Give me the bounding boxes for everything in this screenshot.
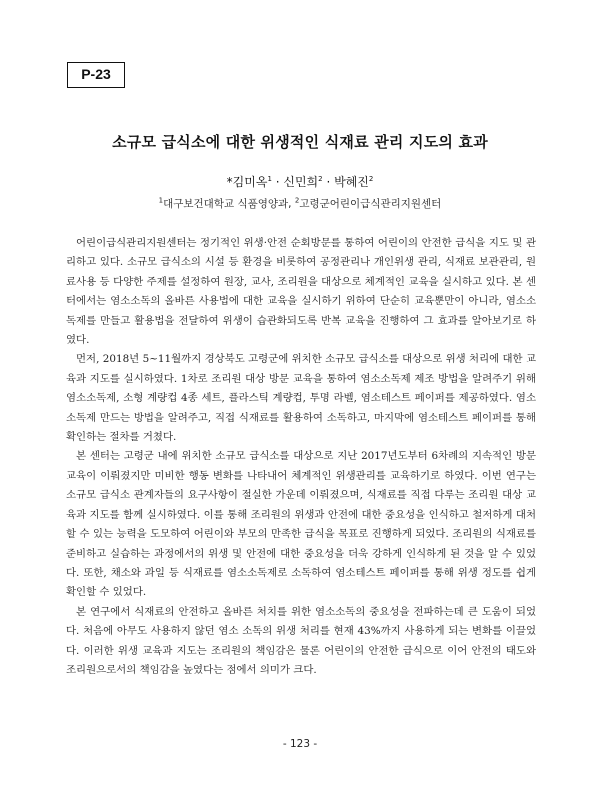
author-0-prefix: * — [226, 175, 233, 189]
author-1-name: 신민희 — [283, 175, 319, 189]
affiliation-separator: , — [288, 198, 295, 210]
affiliation-list — [0, 196, 600, 211]
author-separator: · — [271, 175, 284, 189]
author-2-affil: 2 — [368, 175, 374, 183]
page-number: - 123 - — [282, 738, 318, 750]
affiliation-0-name: 대구보건대학교 식품영양과 — [163, 198, 289, 210]
affiliation-1-name: 고령군어린이급식관리지원센터 — [299, 198, 442, 210]
author-1-affil: 2 — [318, 175, 323, 183]
paper-title: 소규모 급식소에 대한 위생적인 식재료 관리 지도의 효과 — [112, 133, 488, 151]
author-0-affil: 1 — [267, 175, 272, 183]
author-0-name: 김미옥 — [232, 175, 268, 189]
affiliation-0-num: 1 — [158, 196, 164, 205]
author-list — [0, 173, 600, 190]
paragraph-1: 어린이급식관리지원센터는 정기적인 위생·안전 순회방문를 통하여 어린이의 안전한 급식을 지도 및 관리하고 있다. 소규모 급식소의 시설 등 환경을 비롯하여 공정관리나 개인위생 관리, 식재료 보관관리, 원료사용 등 다양한 주제를 설정하여 원장, 교사, 조리원을 대상으로 체계적인 교육을 실시하고 있다. 본 센터에서는 염소소독의 올바른 사용법에 대한 교육을 실시하기 위하여 단순히 교육뿐만이 아니라, 염소소독제를 만들고 활용법을 전달하여 위생이 습관화되도록 반복 교육을 진행하여 그 효과를 알아보기로 하였다. — [66, 237, 536, 347]
author-2-name: 박혜진 — [334, 175, 369, 189]
paragraph-3: 본 센터는 고령군 내에 위치한 소규모 급식소를 대상으로 지난 2017년도부터 6차례의 지속적인 방문 교육이 이뤄졌지만 미비한 행동 변화를 나타내어 체계적인 위생관리를 교육하기로 하였다. 이번 연구는 소규모 급식소 관계자들의 요구사항이 절실한 가운데 이뤄졌으며, 식재료를 직접 다루는 조리원 대상 교육과 지도를 함께 실시하였다. 이를 통해 조리원의 위생과 안전에 대한 중요성을 인식하고 철저하게 대처할 수 있는 능력을 도모하여 어린이와 부모의 만족한 급식을 목표로 진행하게 되었다. 조리원의 식재료를 준비하고 실습하는 과정에서의 위생 및 안전에 대한 중요성을 더욱 강하게 인식하게 된 것을 알 수 있었다. 또한, 채소와 과일 등 식재료를 염소소독제로 소독하여 염소테스트 페이퍼를 통해 위생 정도를 쉽게 확인할 수 있었다. — [66, 450, 536, 599]
paragraph-4: 본 연구에서 식재료의 안전하고 올바른 처치를 위한 염소소독의 중요성을 전파하는데 큰 도움이 되었다. 처음에 아무도 사용하지 않던 염소 소독의 위생 처리를 현재 43%까지 사용하게 되는 변화를 이끌었다. 이러한 위생 교육과 지도는 조리원의 책임감은 물론 어린이의 안전한 급식으로 이어 안전의 태도와 조리원으로서의 책임감을 높였다는 점에서 의미가 크다. — [66, 605, 536, 676]
affiliation-1-num: 2 — [294, 196, 300, 205]
abstract-body — [66, 234, 536, 680]
author-separator: · — [322, 175, 335, 189]
poster-id-badge: P-23 — [67, 62, 125, 88]
paragraph-2: 먼저, 2018년 5~11월까지 경상북도 고령군에 위치한 소규모 급식소를 대상으로 위생 처리에 대한 교육과 지도를 실시하였다. 1차로 조리원 대상 방문 교육을 통하여 염소소독제 제조 방법을 알려주기 위해 염소소독제, 소형 계량컵 4종 세트, 플라스틱 계량컵, 투명 라벨, 염소테스트 페이퍼를 제공하였다. 염소소독제 만드는 방법을 알려주고, 직접 식재료를 활용하여 소독하고, 마지막에 염소테스트 페이퍼를 통해 확인하는 절차를 거쳤다. — [66, 353, 536, 444]
